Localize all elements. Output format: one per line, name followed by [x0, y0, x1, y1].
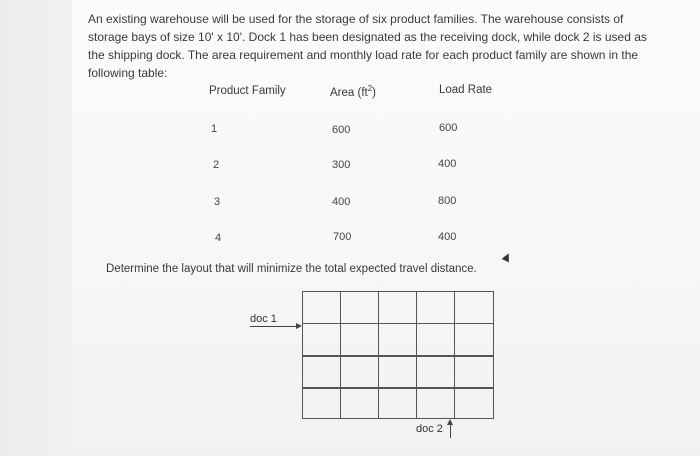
problem-intro: An existing warehouse will be used for the storage of six product families. The warehouse consists of storage bays of size 10' x 10'. Dock 1 has been designated as the receiving dock, while dock 2 is used as the shipping dock. The area requirement and monthly load rate for each product family are shown in the following table:	[88, 12, 647, 80]
page-shadow	[0, 0, 72, 456]
header-area	[330, 84, 376, 99]
row2-product: 2	[213, 159, 220, 171]
row3-area: 400	[332, 196, 351, 208]
header-load-rate: Load Rate	[439, 84, 493, 96]
grid-hline	[303, 387, 493, 389]
grid-hline	[303, 323, 493, 325]
question-prompt: Determine the layout that will minimize the total expected travel distance.	[106, 263, 477, 275]
row2-area: 300	[332, 159, 351, 171]
row3-load: 800	[438, 195, 457, 207]
row1-load: 600	[439, 122, 458, 134]
row3-product: 3	[214, 196, 221, 208]
header-area-text: Area (ft	[330, 86, 368, 99]
dock-2-label: doc 2	[416, 423, 443, 435]
header-product-family: Product Family	[209, 85, 286, 97]
row1-product: 1	[211, 123, 218, 135]
right-arrow-icon	[296, 323, 302, 329]
header-area-superscript: 2	[367, 84, 373, 93]
up-arrow-icon	[447, 419, 453, 425]
row2-load: 400	[438, 158, 457, 170]
header-area-close: )	[372, 86, 377, 99]
warehouse-bay-grid	[302, 291, 494, 419]
row4-area: 700	[333, 231, 352, 243]
row4-product: 4	[215, 232, 222, 244]
row1-area: 600	[332, 124, 351, 136]
dock-1-label: doc 1	[250, 313, 277, 325]
grid-hline	[303, 355, 493, 357]
row4-load: 400	[438, 231, 457, 243]
dock-1-pointer	[250, 326, 296, 327]
